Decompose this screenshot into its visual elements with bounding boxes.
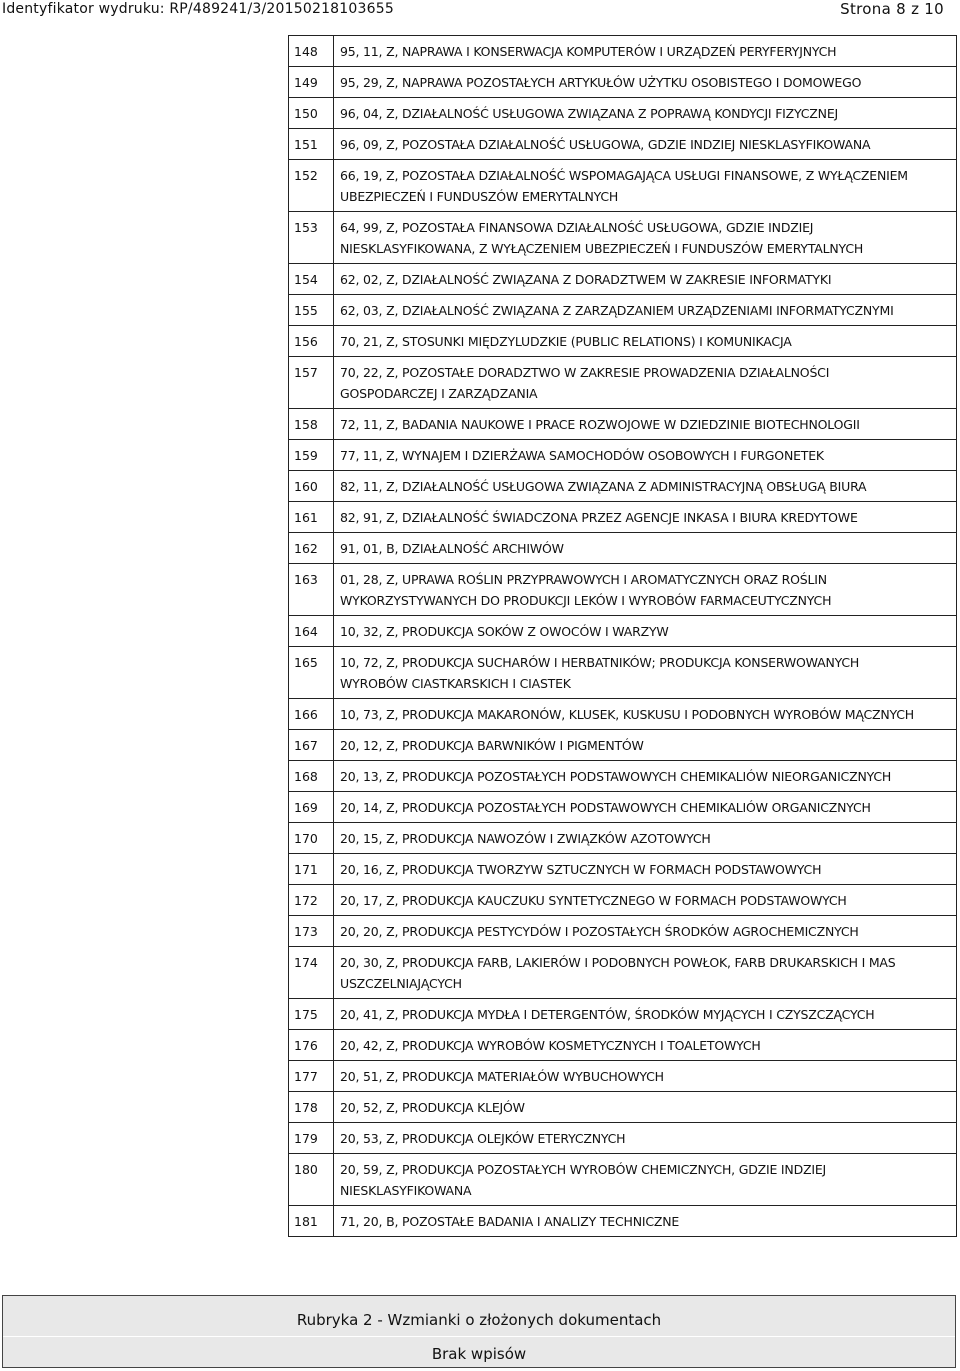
table-row bbox=[289, 1123, 956, 1154]
row-number: 162 bbox=[289, 533, 334, 563]
table-row bbox=[289, 295, 956, 326]
activity-description: 72, 11, Z, BADANIA NAUKOWE I PRACE ROZWOJOWE W DZIEDZINIE BIOTECHNOLOGII bbox=[340, 417, 860, 432]
row-number: 173 bbox=[289, 916, 334, 946]
activity-description: 82, 11, Z, DZIAŁALNOŚĆ USŁUGOWA ZWIĄZANA Z ADMINISTRACYJNĄ OBSŁUGĄ BIURA bbox=[340, 479, 867, 494]
row-number: 155 bbox=[289, 295, 334, 325]
activity-description: 20, 17, Z, PRODUKCJA KAUCZUKU SYNTETYCZNEGO W FORMACH PODSTAWOWYCH bbox=[340, 893, 847, 908]
activity-description: 82, 91, Z, DZIAŁALNOŚĆ ŚWIADCZONA PRZEZ AGENCJE INKASA I BIURA KREDYTOWE bbox=[340, 510, 858, 525]
activity-description: 91, 01, B, DZIAŁALNOŚĆ ARCHIWÓW bbox=[340, 541, 564, 556]
activity-description: 71, 20, B, POZOSTAŁE BADANIA I ANALIZY TECHNICZNE bbox=[340, 1214, 680, 1229]
row-number: 175 bbox=[289, 999, 334, 1029]
activity-description: 20, 42, Z, PRODUKCJA WYROBÓW KOSMETYCZNYCH I TOALETOWYCH bbox=[340, 1038, 761, 1053]
activity-description: 95, 11, Z, NAPRAWA I KONSERWACJA KOMPUTERÓW I URZĄDZEŃ PERYFERYJNYCH bbox=[340, 44, 837, 59]
table-row bbox=[289, 647, 956, 699]
row-number: 166 bbox=[289, 699, 334, 729]
row-number: 172 bbox=[289, 885, 334, 915]
table-row bbox=[289, 502, 956, 533]
activity-description: 95, 29, Z, NAPRAWA POZOSTAŁYCH ARTYKUŁÓW UŻYTKU OSOBISTEGO I DOMOWEGO bbox=[340, 75, 862, 90]
row-number: 169 bbox=[289, 792, 334, 822]
activity-description: 96, 04, Z, DZIAŁALNOŚĆ USŁUGOWA ZWIĄZANA Z POPRAWĄ KONDYCJI FIZYCZNEJ bbox=[340, 106, 839, 121]
row-number: 178 bbox=[289, 1092, 334, 1122]
table-row bbox=[289, 98, 956, 129]
page-number: Strona 8 z 10 bbox=[840, 0, 944, 18]
section-status: Brak wpisów bbox=[431, 1345, 527, 1363]
row-number: 154 bbox=[289, 264, 334, 294]
table-row bbox=[289, 533, 956, 564]
row-number: 150 bbox=[289, 98, 334, 128]
table-row bbox=[289, 440, 956, 471]
table-row bbox=[289, 564, 956, 616]
activity-description: 20, 41, Z, PRODUKCJA MYDŁA I DETERGENTÓW, ŚRODKÓW MYJĄCYCH I CZYSZCZĄCYCH bbox=[340, 1007, 875, 1022]
activity-description: 20, 30, Z, PRODUKCJA FARB, LAKIERÓW I PODOBNYCH POWŁOK, FARB DRUKARSKICH I MAS USZCZELNIAJĄCYCH bbox=[340, 955, 896, 991]
row-number: 168 bbox=[289, 761, 334, 791]
activity-description: 20, 12, Z, PRODUKCJA BARWNIKÓW I PIGMENTÓW bbox=[340, 738, 644, 753]
activity-description: 20, 13, Z, PRODUKCJA POZOSTAŁYCH PODSTAWOWYCH CHEMIKALIÓW NIEORGANICZNYCH bbox=[340, 769, 892, 784]
row-number: 171 bbox=[289, 854, 334, 884]
table-row bbox=[289, 999, 956, 1030]
table-row bbox=[289, 792, 956, 823]
activity-description: 20, 59, Z, PRODUKCJA POZOSTAŁYCH WYROBÓW CHEMICZNYCH, GDZIE INDZIEJ NIESKLASYFIKOWANA bbox=[340, 1162, 827, 1198]
section-footer bbox=[2, 1295, 956, 1368]
activity-description: 70, 21, Z, STOSUNKI MIĘDZYLUDZKIE (PUBLIC RELATIONS) I KOMUNIKACJA bbox=[340, 334, 792, 349]
row-number: 180 bbox=[289, 1154, 334, 1205]
table-row bbox=[289, 854, 956, 885]
print-identifier: Identyfikator wydruku: RP/489241/3/20150218103655 bbox=[2, 1, 394, 17]
row-number: 167 bbox=[289, 730, 334, 760]
table-row bbox=[289, 730, 956, 761]
row-number: 164 bbox=[289, 616, 334, 646]
activity-description: 01, 28, Z, UPRAWA ROŚLIN PRZYPRAWOWYCH I AROMATYCZNYCH ORAZ ROŚLIN WYKORZYSTYWANYCH DO PRODUKCJI LEKÓW I WYROBÓW FARMACEUTYCZNYCH bbox=[340, 572, 832, 608]
table-row bbox=[289, 1030, 956, 1061]
pkd-activity-table bbox=[288, 35, 957, 1237]
row-number: 177 bbox=[289, 1061, 334, 1091]
table-row bbox=[289, 1092, 956, 1123]
table-row bbox=[289, 1206, 956, 1237]
row-number: 160 bbox=[289, 471, 334, 501]
activity-description: 62, 02, Z, DZIAŁALNOŚĆ ZWIĄZANA Z DORADZTWEM W ZAKRESIE INFORMATYKI bbox=[340, 272, 832, 287]
table-row bbox=[289, 212, 956, 264]
table-row bbox=[289, 409, 956, 440]
row-number: 170 bbox=[289, 823, 334, 853]
row-number: 179 bbox=[289, 1123, 334, 1153]
row-number: 176 bbox=[289, 1030, 334, 1060]
table-row bbox=[289, 129, 956, 160]
row-number: 148 bbox=[289, 36, 334, 66]
section-title: Rubryka 2 - Wzmianki o złożonych dokumentach bbox=[296, 1311, 662, 1329]
row-number: 159 bbox=[289, 440, 334, 470]
row-number: 158 bbox=[289, 409, 334, 439]
activity-description: 20, 14, Z, PRODUKCJA POZOSTAŁYCH PODSTAWOWYCH CHEMIKALIÓW ORGANICZNYCH bbox=[340, 800, 871, 815]
row-number: 152 bbox=[289, 160, 334, 211]
table-row bbox=[289, 471, 956, 502]
table-row bbox=[289, 823, 956, 854]
table-row bbox=[289, 916, 956, 947]
activity-description: 70, 22, Z, POZOSTAŁE DORADZTWO W ZAKRESIE PROWADZENIA DZIAŁALNOŚCI GOSPODARCZEJ I ZARZĄDZANIA bbox=[340, 365, 830, 401]
table-row bbox=[289, 761, 956, 792]
table-row bbox=[289, 357, 956, 409]
row-number: 181 bbox=[289, 1206, 334, 1236]
activity-description: 20, 15, Z, PRODUKCJA NAWOZÓW I ZWIĄZKÓW AZOTOWYCH bbox=[340, 831, 711, 846]
row-number: 149 bbox=[289, 67, 334, 97]
table-row bbox=[289, 699, 956, 730]
activity-description: 20, 51, Z, PRODUKCJA MATERIAŁÓW WYBUCHOWYCH bbox=[340, 1069, 664, 1084]
row-number: 163 bbox=[289, 564, 334, 615]
table-row bbox=[289, 1061, 956, 1092]
table-row bbox=[289, 947, 956, 999]
table-row bbox=[289, 1154, 956, 1206]
activity-description: 20, 20, Z, PRODUKCJA PESTYCYDÓW I POZOSTAŁYCH ŚRODKÓW AGROCHEMICZNYCH bbox=[340, 924, 859, 939]
table-row bbox=[289, 885, 956, 916]
activity-description: 10, 73, Z, PRODUKCJA MAKARONÓW, KLUSEK, KUSKUSU I PODOBNYCH WYROBÓW MĄCZNYCH bbox=[340, 707, 915, 722]
row-number: 161 bbox=[289, 502, 334, 532]
row-number: 157 bbox=[289, 357, 334, 408]
row-number: 165 bbox=[289, 647, 334, 698]
row-number: 151 bbox=[289, 129, 334, 159]
activity-description: 20, 52, Z, PRODUKCJA KLEJÓW bbox=[340, 1100, 525, 1115]
page-header bbox=[0, 0, 960, 20]
activity-description: 20, 16, Z, PRODUKCJA TWORZYW SZTUCZNYCH W FORMACH PODSTAWOWYCH bbox=[340, 862, 822, 877]
table-row bbox=[289, 326, 956, 357]
activity-description: 10, 32, Z, PRODUKCJA SOKÓW Z OWOCÓW I WARZYW bbox=[340, 624, 669, 639]
table-row bbox=[289, 67, 956, 98]
section-divider bbox=[3, 1336, 955, 1337]
activity-description: 62, 03, Z, DZIAŁALNOŚĆ ZWIĄZANA Z ZARZĄDZANIEM URZĄDZENIAMI INFORMATYCZNYMI bbox=[340, 303, 894, 318]
activity-description: 66, 19, Z, POZOSTAŁA DZIAŁALNOŚĆ WSPOMAGAJĄCA USŁUGI FINANSOWE, Z WYŁĄCZENIEM UBEZPIECZEŃ I FUNDUSZÓW EMERYTALNYCH bbox=[340, 168, 908, 204]
row-number: 156 bbox=[289, 326, 334, 356]
table-row bbox=[289, 160, 956, 212]
table-row bbox=[289, 36, 956, 67]
activity-description: 64, 99, Z, POZOSTAŁA FINANSOWA DZIAŁALNOŚĆ USŁUGOWA, GDZIE INDZIEJ NIESKLASYFIKOWANA, Z WYŁĄCZENIEM UBEZPIECZEŃ I FUNDUSZÓW EMERYTALNYCH bbox=[340, 220, 864, 256]
row-number: 174 bbox=[289, 947, 334, 998]
activity-description: 10, 72, Z, PRODUKCJA SUCHARÓW I HERBATNIKÓW; PRODUKCJA KONSERWOWANYCH WYROBÓW CIASTKARSKICH I CIASTEK bbox=[340, 655, 860, 691]
table-row bbox=[289, 264, 956, 295]
table-row bbox=[289, 616, 956, 647]
activity-description: 20, 53, Z, PRODUKCJA OLEJKÓW ETERYCZNYCH bbox=[340, 1131, 626, 1146]
row-number: 153 bbox=[289, 212, 334, 263]
activity-description: 77, 11, Z, WYNAJEM I DZIERŻAWA SAMOCHODÓW OSOBOWYCH I FURGONETEK bbox=[340, 448, 824, 463]
activity-description: 96, 09, Z, POZOSTAŁA DZIAŁALNOŚĆ USŁUGOWA, GDZIE INDZIEJ NIESKLASYFIKOWANA bbox=[340, 137, 871, 152]
